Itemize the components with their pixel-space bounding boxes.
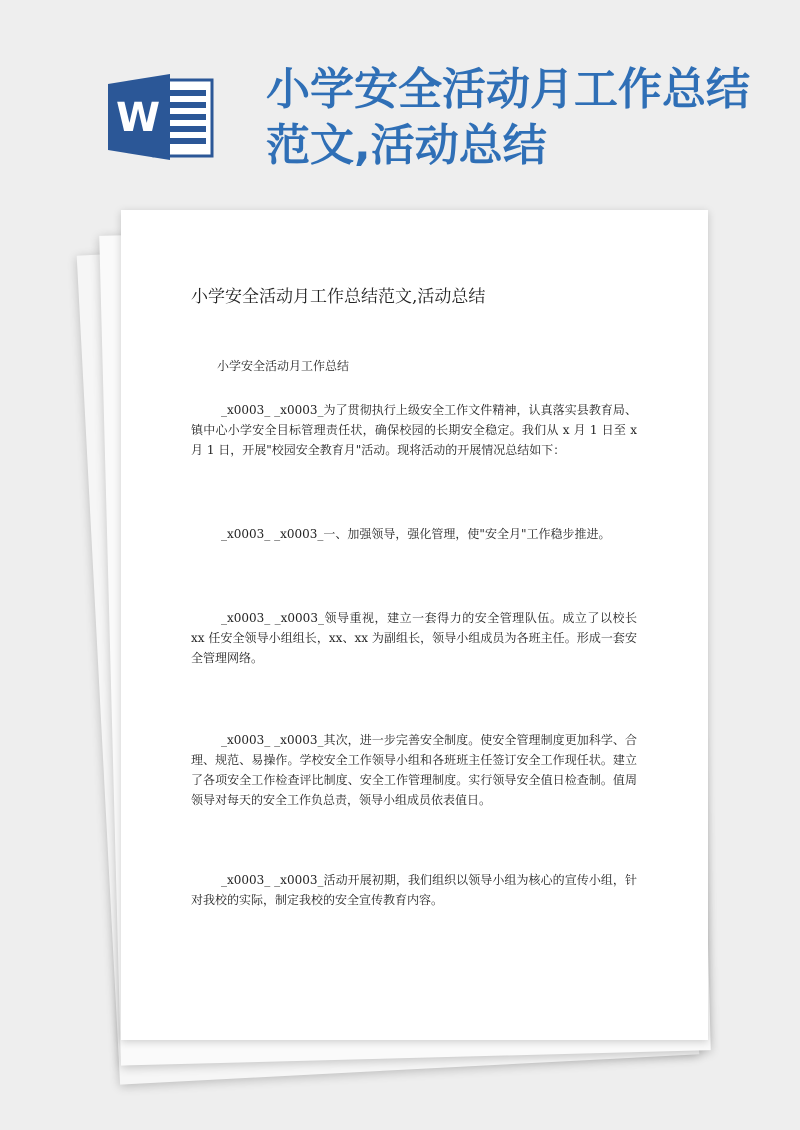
word-icon	[108, 74, 216, 160]
header	[0, 0, 800, 200]
svg-text:W: W	[115, 95, 161, 141]
paragraph: _x0003_ _x0003_一、加强领导，强化管理，使"安全月"工作稳步推进。	[221, 527, 611, 541]
paragraph: _x0003_ _x0003_领导重视，建立一套得力的安全管理队伍。成立了以校长 xx 任安全领导小组组长，xx、xx 为副组长，领导小组成员为各班主任。形成一套安全管理网络。	[191, 611, 637, 665]
paragraph: _x0003_ _x0003_活动开展初期，我们组织以领导小组为核心的宣传小组，针对我校的实际，制定我校的安全宣传教育内容。	[191, 873, 637, 907]
document-page	[121, 210, 708, 1040]
page-subtitle: 小学安全活动月工作总结	[217, 359, 350, 373]
page-title: 小学安全活动月工作总结范文,活动总结	[191, 287, 486, 307]
paragraph: _x0003_ _x0003_其次，进一步完善安全制度。使安全管理制度更加科学、合理、规范、易操作。学校安全工作领导小组和各班班主任签订安全工作现任状。建立了各项安全工作检查评比制度、安全工作管理制度。实行领导安全值日检查制。值周领导对每天的安全工作负总责，领导小组成员依表值日。	[191, 733, 637, 807]
document-heading: 小学安全活动月工作总结范文,活动总结	[266, 64, 750, 171]
paragraph: _x0003_ _x0003_为了贯彻执行上级安全工作文件精神，认真落实县教育局、镇中心小学安全目标管理责任状，确保校园的长期安全稳定。我们从 x 月 1 日至 x 月 1 日，开展"校园安全教育月"活动。现将活动的开展情况总结如下：	[191, 403, 637, 457]
